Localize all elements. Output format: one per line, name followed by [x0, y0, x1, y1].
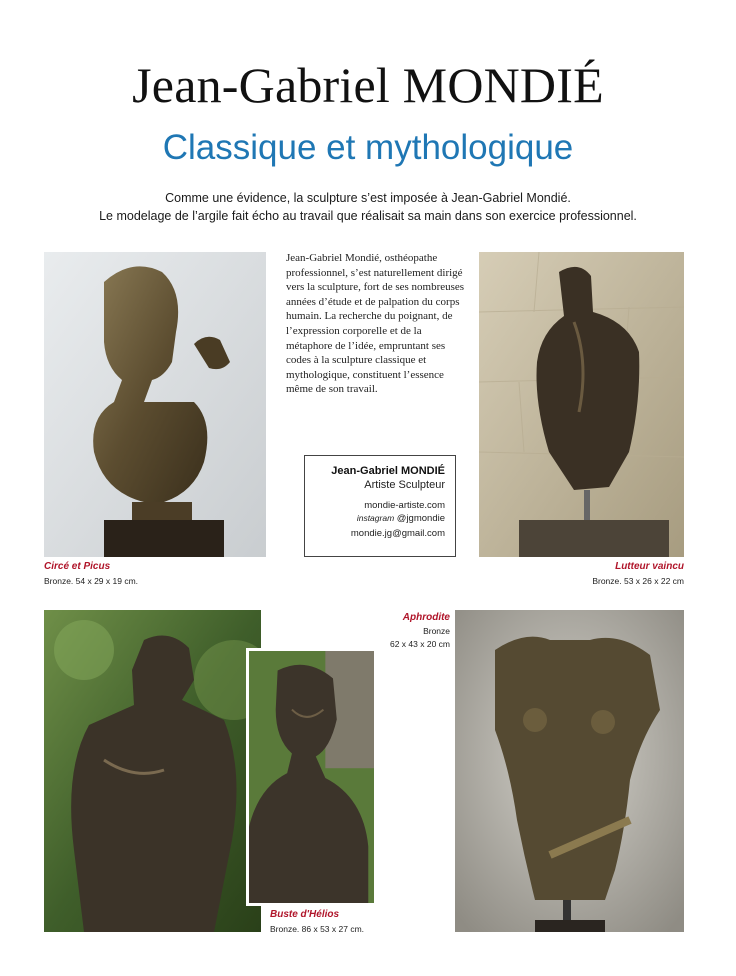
helios-garden-image: [44, 610, 261, 932]
circe-sculpture-image: [44, 252, 266, 557]
photo-circe-et-picus: [44, 252, 266, 557]
caption-helios-detail: Bronze. 86 x 53 x 27 cm.: [270, 924, 365, 934]
caption-circe-detail: Bronze. 54 x 29 x 19 cm.: [44, 576, 139, 586]
instagram-label: instagram: [356, 513, 395, 523]
aphrodite-sculpture-image: [455, 610, 684, 932]
page-subtitle: Classique et mythologique: [162, 128, 574, 167]
intro-paragraph: [20, 189, 716, 225]
caption-aphrodite-dimensions: 62 x 43 x 20 cm: [389, 639, 450, 649]
instagram-handle[interactable]: @jgmondie: [396, 513, 445, 524]
lutteur-sculpture-image: [479, 252, 684, 557]
caption-lutteur-title: Lutteur vaincu: [615, 561, 684, 572]
caption-aphrodite-material: Bronze: [423, 626, 450, 636]
contact-role: Artiste Sculpteur: [364, 479, 445, 491]
contact-name: Jean-Gabriel MONDIÉ: [331, 465, 445, 477]
intro-line-2: Le modelage de l’argile fait écho au travail que réalisait sa main dans son exercice professionnel.: [99, 209, 637, 223]
photo-helios-garden: [44, 610, 261, 932]
caption-circe-title: Circé et Picus: [44, 561, 111, 572]
photo-helios-closeup: [246, 648, 377, 906]
email-link[interactable]: mondie.jg@gmail.com: [350, 528, 445, 539]
instagram-line: [305, 513, 445, 524]
page-title: Jean-Gabriel MONDIÉ: [132, 57, 604, 113]
caption-helios-title: Buste d'Hélios: [270, 909, 340, 920]
photo-aphrodite: [455, 610, 684, 932]
website-link[interactable]: mondie-artiste.com: [364, 500, 445, 511]
photo-lutteur-vaincu: [479, 252, 684, 557]
helios-closeup-image: [249, 651, 374, 903]
caption-aphrodite-title: Aphrodite: [402, 612, 450, 623]
intro-line-1: Comme une évidence, la sculpture s’est imposée à Jean-Gabriel Mondié.: [165, 191, 571, 205]
caption-lutteur-detail: Bronze. 53 x 26 x 22 cm: [592, 576, 684, 586]
bio-paragraph: Jean-Gabriel Mondié, osthéopathe professionnel, s’est naturellement dirigé vers la sculpture, fort de ses nombreuses années d’étude et de palpation du corps humain. La recherche du poignant, de l’expression corporelle et de la métaphore de l’idée, empruntant ses codes à la sculpture classique et mythologique, constituent l’essence même de son travail.: [286, 252, 465, 396]
contact-box: [304, 455, 456, 557]
